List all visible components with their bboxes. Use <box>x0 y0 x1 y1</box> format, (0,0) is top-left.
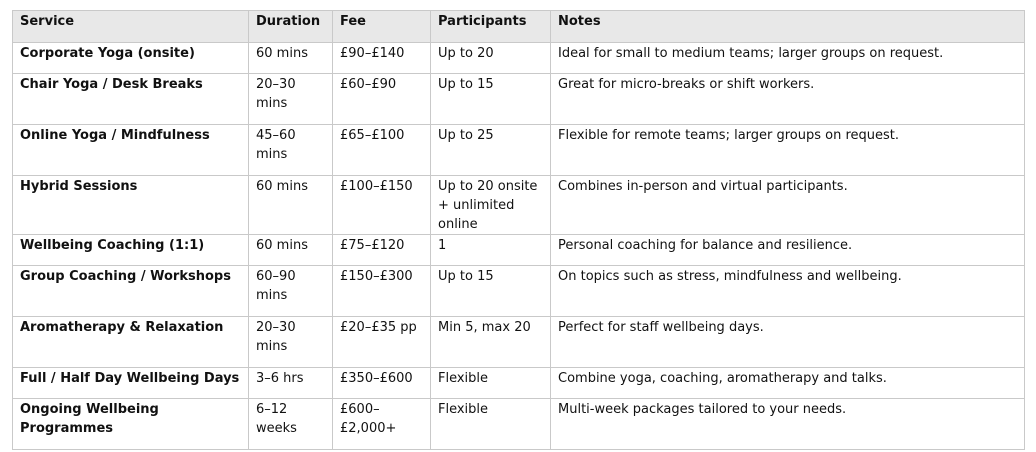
cell-participants: Up to 20 onsite + unlimited online <box>431 176 551 235</box>
header-participants: Participants <box>431 11 551 43</box>
cell-service: Online Yoga / Mindfulness <box>13 125 249 176</box>
cell-participants: Up to 15 <box>431 74 551 125</box>
cell-duration: 60 mins <box>249 176 333 235</box>
table-row <box>13 235 1025 266</box>
header-fee: Fee <box>333 11 431 43</box>
cell-fee: £75–£120 <box>333 235 431 266</box>
cell-notes: Multi-week packages tailored to your needs. <box>551 399 1025 450</box>
cell-fee: £600–£2,000+ <box>333 399 431 450</box>
table-row <box>13 399 1025 450</box>
cell-service: Aromatherapy & Relaxation <box>13 317 249 368</box>
cell-fee: £100–£150 <box>333 176 431 235</box>
header-service: Service <box>13 11 249 43</box>
cell-service: Ongoing Wellbeing Programmes <box>13 399 249 450</box>
cell-service: Chair Yoga / Desk Breaks <box>13 74 249 125</box>
table-row <box>13 266 1025 317</box>
cell-service: Full / Half Day Wellbeing Days <box>13 368 249 399</box>
cell-participants: Min 5, max 20 <box>431 317 551 368</box>
cell-service: Hybrid Sessions <box>13 176 249 235</box>
cell-notes: Combine yoga, coaching, aromatherapy and talks. <box>551 368 1025 399</box>
cell-participants: 1 <box>431 235 551 266</box>
cell-duration: 45–60 mins <box>249 125 333 176</box>
cell-notes: Combines in-person and virtual participants. <box>551 176 1025 235</box>
table-header-row <box>13 11 1025 43</box>
cell-notes: Ideal for small to medium teams; larger groups on request. <box>551 43 1025 74</box>
cell-participants: Flexible <box>431 368 551 399</box>
cell-participants: Flexible <box>431 399 551 450</box>
cell-duration: 6–12 weeks <box>249 399 333 450</box>
cell-participants: Up to 25 <box>431 125 551 176</box>
cell-service: Group Coaching / Workshops <box>13 266 249 317</box>
cell-participants: Up to 20 <box>431 43 551 74</box>
cell-notes: Perfect for staff wellbeing days. <box>551 317 1025 368</box>
table-row <box>13 74 1025 125</box>
cell-duration: 60 mins <box>249 43 333 74</box>
cell-notes: Personal coaching for balance and resilience. <box>551 235 1025 266</box>
table-row <box>13 176 1025 235</box>
cell-duration: 60 mins <box>249 235 333 266</box>
cell-notes: Great for micro-breaks or shift workers. <box>551 74 1025 125</box>
table-row <box>13 43 1025 74</box>
cell-fee: £60–£90 <box>333 74 431 125</box>
header-notes: Notes <box>551 11 1025 43</box>
header-duration: Duration <box>249 11 333 43</box>
cell-duration: 20–30 mins <box>249 74 333 125</box>
cell-duration: 60–90 mins <box>249 266 333 317</box>
cell-fee: £20–£35 pp <box>333 317 431 368</box>
cell-fee: £150–£300 <box>333 266 431 317</box>
cell-participants: Up to 15 <box>431 266 551 317</box>
cell-fee: £350–£600 <box>333 368 431 399</box>
table-row <box>13 368 1025 399</box>
table-row <box>13 317 1025 368</box>
table-row <box>13 125 1025 176</box>
cell-service: Wellbeing Coaching (1:1) <box>13 235 249 266</box>
cell-notes: Flexible for remote teams; larger groups on request. <box>551 125 1025 176</box>
cell-fee: £65–£100 <box>333 125 431 176</box>
cell-duration: 3–6 hrs <box>249 368 333 399</box>
services-pricing-table <box>12 10 1025 450</box>
cell-fee: £90–£140 <box>333 43 431 74</box>
cell-service: Corporate Yoga (onsite) <box>13 43 249 74</box>
cell-notes: On topics such as stress, mindfulness and wellbeing. <box>551 266 1025 317</box>
cell-duration: 20–30 mins <box>249 317 333 368</box>
